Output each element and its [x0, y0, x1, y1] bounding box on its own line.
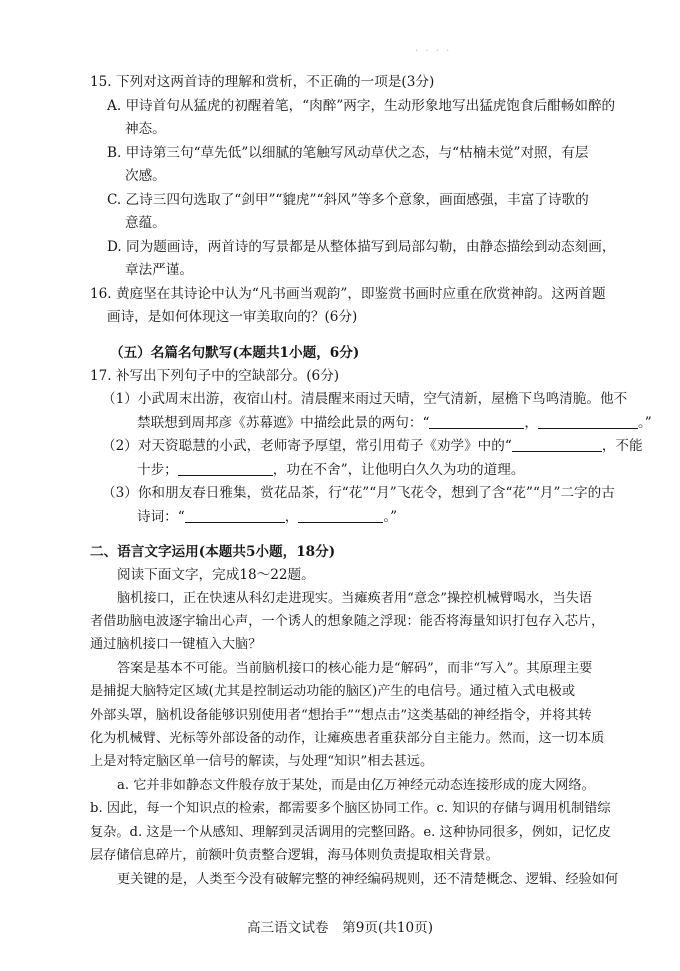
q15-option-b-line2: 次感。 [125, 168, 166, 184]
q15-option-b-line1: B. 甲诗第三句“草先低”以细腻的笔触写风动草伏之态，与“枯楠未觉”对照，有层 [107, 145, 589, 161]
q17-item1-line2: 禁联想到周邦彦《苏幕遮》中描绘此景的两句：“ ， 。” [137, 415, 652, 431]
answer-blank[interactable] [298, 508, 383, 523]
answer-blank[interactable] [178, 461, 273, 476]
passage-line: 更关键的是，人类至今没有破解完整的神经编码规则，还不清楚概念、逻辑、经验如何 [117, 872, 619, 887]
answer-blank[interactable] [538, 414, 638, 429]
q17-stem: 17. 补写出下列句子中的空缺部分。(6分) [90, 368, 340, 384]
section2-intro: 阅读下面文字，完成18～22题。 [117, 567, 315, 583]
passage-line: 通过脑机接口一键植入大脑？ [90, 637, 262, 652]
passage-line: 外部头罩，脑机设备能够识别使用者“想抬手”“想点击”这类基础的神经指令，并将其转 [90, 708, 592, 723]
q15-option-d-line2: 章法严谨。 [125, 262, 193, 278]
passage-line: b. 因此，每一个知识点的检索，都需要多个脑区协同工作。c. 知识的存储与调用机制错综 [90, 801, 611, 816]
passage-line: 脑机接口，正在快速从科幻走进现实。当瘫痪者用“意念”操控机械臂喝水，当失语 [117, 591, 593, 606]
q15-option-c-line1: C. 乙诗三四句选取了“剑甲”“貔虎”“斜风”等多个意象，画面感强，丰富了诗歌的 [107, 192, 589, 208]
passage-line: 上是对特定脑区单一信号的解读，与处理“知识”相去甚远。 [90, 754, 434, 769]
passage-line: 复杂。d. 这是一个从感知、理解到灵活调用的完整回路。e. 这种协同很多，例如，记忆皮 [90, 825, 611, 840]
passage-line: 层存储信息碎片，前额叶负责整合逻辑，海马体则负责提取相关背景。 [90, 848, 499, 863]
q17-item2-line1: （2）对天资聪慧的小武，老师寄予厚望，常引用荀子《劝学》中的“ ，不能 [102, 438, 643, 454]
scan-dots: · · · · [415, 46, 452, 57]
q17-item2-line2: 十步； ，功在不舍”，让他明白久久为功的道理。 [137, 462, 525, 478]
q17-item1-line1: （1）小武周末出游，夜宿山村。清晨醒来雨过天晴，空气清新，屋檐下鸟鸣清脆。他不 [102, 391, 628, 407]
answer-blank[interactable] [185, 508, 285, 523]
q17-item3-line2: 诗词：“ ， 。” [137, 509, 398, 525]
q15-option-a-line1: A. 甲诗首句从猛虎的初醒着笔，“肉醉”两字，生动形象地写出猛虎饱食后酣畅如醉的 [107, 98, 616, 114]
q15-option-d-line1: D. 同为题画诗，两首诗的写景都是从整体描写到局部勾勒，由静态描绘到动态刻画， [107, 239, 616, 255]
passage-line: 化为机械臂、光标等外部设备的动作，让瘫痪患者重获部分自主能力。然而，这一切本质 [90, 731, 605, 746]
passage-line: 答案是基本不可能。当前脑机接口的核心能力是“解码”，而非“写入”。其原理主要 [117, 661, 593, 676]
passage-line: 者借助脑电波逐字输出心声，一个诱人的想象随之浮现：能否将海量知识打包存入芯片， [90, 614, 605, 629]
q16-line1: 16. 黄庭坚在其诗论中认为“凡书画当观韵”，即鉴赏书画时应重在欣赏神韵。这两首题 [90, 286, 606, 302]
page-footer: 高三语文试卷 第9页(共10页) [246, 920, 434, 936]
passage-line: a. 它并非如静态文件般存放于某处，而是由亿万神经元动态连接形成的庞大网络。 [117, 778, 595, 793]
section5-title: （五）名篇名句默写(本题共1小题，6分) [110, 345, 360, 361]
answer-blank[interactable] [512, 437, 602, 452]
q15-option-c-line2: 意蕴。 [125, 215, 166, 231]
passage-line: 是捕捉大脑特定区域(尤其是控制运动功能的脑区)产生的电信号。通过植入式电极或 [90, 684, 576, 699]
q15-option-a-line2: 神态。 [125, 121, 166, 137]
q17-item3-line1: （3）你和朋友春日雅集，赏花品茶，行“花”“月”飞花令，想到了含“花”“月”二字的古 [102, 485, 615, 501]
section2-title: 二、语言文字运用(本题共5小题，18分) [90, 544, 336, 560]
q16-line2: 画诗，是如何体现这一审美取向的？(6分) [107, 309, 358, 325]
answer-blank[interactable] [429, 414, 524, 429]
q15-stem: 15. 下列对这两首诗的理解和赏析，不正确的一项是(3分) [90, 74, 435, 90]
